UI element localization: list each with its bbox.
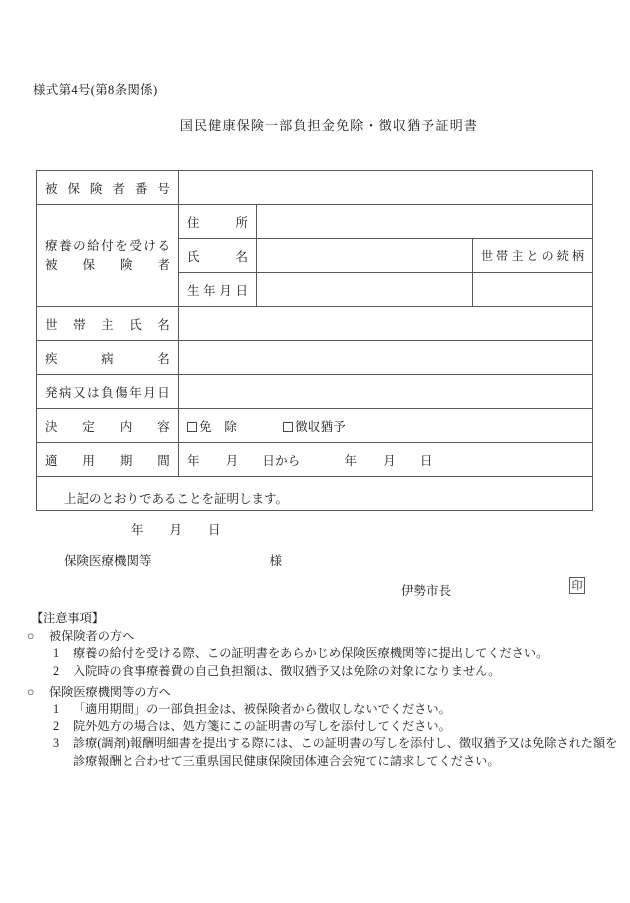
label-recipient-insured	[37, 205, 179, 307]
checkbox-exemption[interactable]	[187, 422, 197, 432]
period-from-year: 年	[187, 453, 200, 468]
medical-institution-line	[64, 551, 282, 569]
label-recipient-line1: 療養の給付を受ける	[45, 238, 170, 253]
period-from-day: 日から	[262, 453, 301, 468]
label-decision-content: 決定内容	[37, 409, 179, 443]
table-row-onset-date	[37, 375, 593, 409]
note-item	[27, 720, 607, 732]
table-row-insured-number	[37, 171, 593, 205]
note-text: 療養の給付を受ける際、この証明書をあらかじめ保険医療機関等に提出してください。	[73, 646, 549, 661]
note-number: 1	[53, 646, 60, 661]
label-birthdate: 生年月日	[179, 273, 257, 307]
field-application-period[interactable]	[179, 443, 593, 477]
label-householder-name: 世帯主氏名	[37, 307, 179, 341]
period-to-year: 年	[344, 453, 358, 468]
notes-section	[27, 611, 618, 772]
form-number: 様式第4号(第8条関係)	[33, 83, 158, 97]
field-name[interactable]	[257, 239, 473, 273]
label-application-period: 適用期間	[37, 443, 179, 477]
certification-date[interactable]	[131, 520, 221, 538]
note-item	[27, 647, 607, 659]
field-householder-name[interactable]	[179, 307, 593, 341]
label-address: 住所	[179, 205, 257, 239]
note-text: 診療(調剤)報酬明細書を提出する際には、この証明書の写しを添付し、徴収猶予又は免除された額を	[73, 736, 618, 751]
issuer-name: 伊勢市長	[401, 584, 452, 598]
label-insured-number: 被保険者番号	[37, 171, 179, 205]
note-group-heading	[27, 686, 607, 698]
note-item	[27, 665, 607, 677]
certification-statement: 上記のとおりであることを証明します。	[64, 492, 289, 506]
table-row-householder	[37, 307, 593, 341]
certificate-form-table	[36, 170, 593, 598]
field-birthdate[interactable]	[257, 273, 473, 307]
label-onset-date: 発病又は負傷年月日	[37, 375, 179, 409]
label-disease-name: 疾病名	[37, 341, 179, 375]
seal-icon: 印	[569, 577, 585, 594]
period-to-day: 日	[419, 453, 433, 468]
note-heading-text: 保険医療機関等の方へ	[49, 684, 171, 699]
table-row-address	[37, 205, 593, 239]
table-row-decision	[37, 409, 593, 443]
period-to-month: 月	[383, 453, 396, 468]
note-heading-text: 被保険者の方へ	[49, 629, 135, 644]
table-row-certification	[37, 477, 593, 511]
note-number: 3	[53, 736, 60, 751]
certification-block	[37, 477, 593, 598]
label-name: 氏名	[179, 239, 257, 273]
table-row-period	[37, 443, 593, 477]
field-relation-to-householder[interactable]	[473, 273, 593, 307]
circle-marker-icon: ○	[27, 629, 35, 644]
notes-title: 【注意事項】	[31, 611, 105, 625]
note-text: 「適用期間」の一部負担金は、被保険者から徴収しないでください。	[73, 702, 451, 717]
label-medical-institution: 保険医療機関等	[64, 554, 152, 568]
label-recipient-line2: 被保険者	[45, 257, 170, 272]
label-exemption: 免 除	[199, 419, 238, 434]
note-group-heading	[27, 630, 607, 642]
period-from-month: 月	[225, 453, 239, 468]
field-disease-name[interactable]	[179, 341, 593, 375]
page-title: 国民健康保険一部負担金免除・徴収猶予証明書	[179, 118, 479, 133]
note-number: 1	[53, 702, 60, 717]
checkbox-collection-deferral[interactable]	[283, 422, 293, 432]
date-year: 年	[131, 523, 144, 537]
note-text: 院外処方の場合は、処方箋にこの証明書の写しを添付してください。	[73, 719, 451, 734]
note-continuation: 診療報酬と合わせて三重県国民健康保険団体連合会宛てに請求してください。	[73, 753, 500, 768]
note-group-medical-institution	[27, 684, 618, 768]
date-day: 日	[208, 523, 221, 537]
label-collection-deferral: 徴収猶予	[295, 419, 346, 434]
label-relation-to-householder: 世帯主との続柄	[473, 239, 593, 273]
note-group-insured	[27, 630, 607, 677]
label-honorific: 様	[269, 554, 283, 568]
note-number: 2	[53, 719, 60, 734]
note-item	[27, 736, 618, 751]
field-onset-date[interactable]	[179, 375, 593, 409]
circle-marker-icon: ○	[27, 684, 35, 699]
note-item	[27, 703, 607, 715]
date-month: 月	[169, 523, 183, 537]
note-number: 2	[53, 663, 60, 678]
field-address[interactable]	[257, 205, 593, 239]
field-decision-content	[179, 409, 593, 443]
field-insured-number[interactable]	[179, 171, 593, 205]
note-text: 入院時の食事療養費の自己負担額は、徴収猶予又は免除の対象になりません。	[73, 663, 501, 678]
table-row-disease	[37, 341, 593, 375]
